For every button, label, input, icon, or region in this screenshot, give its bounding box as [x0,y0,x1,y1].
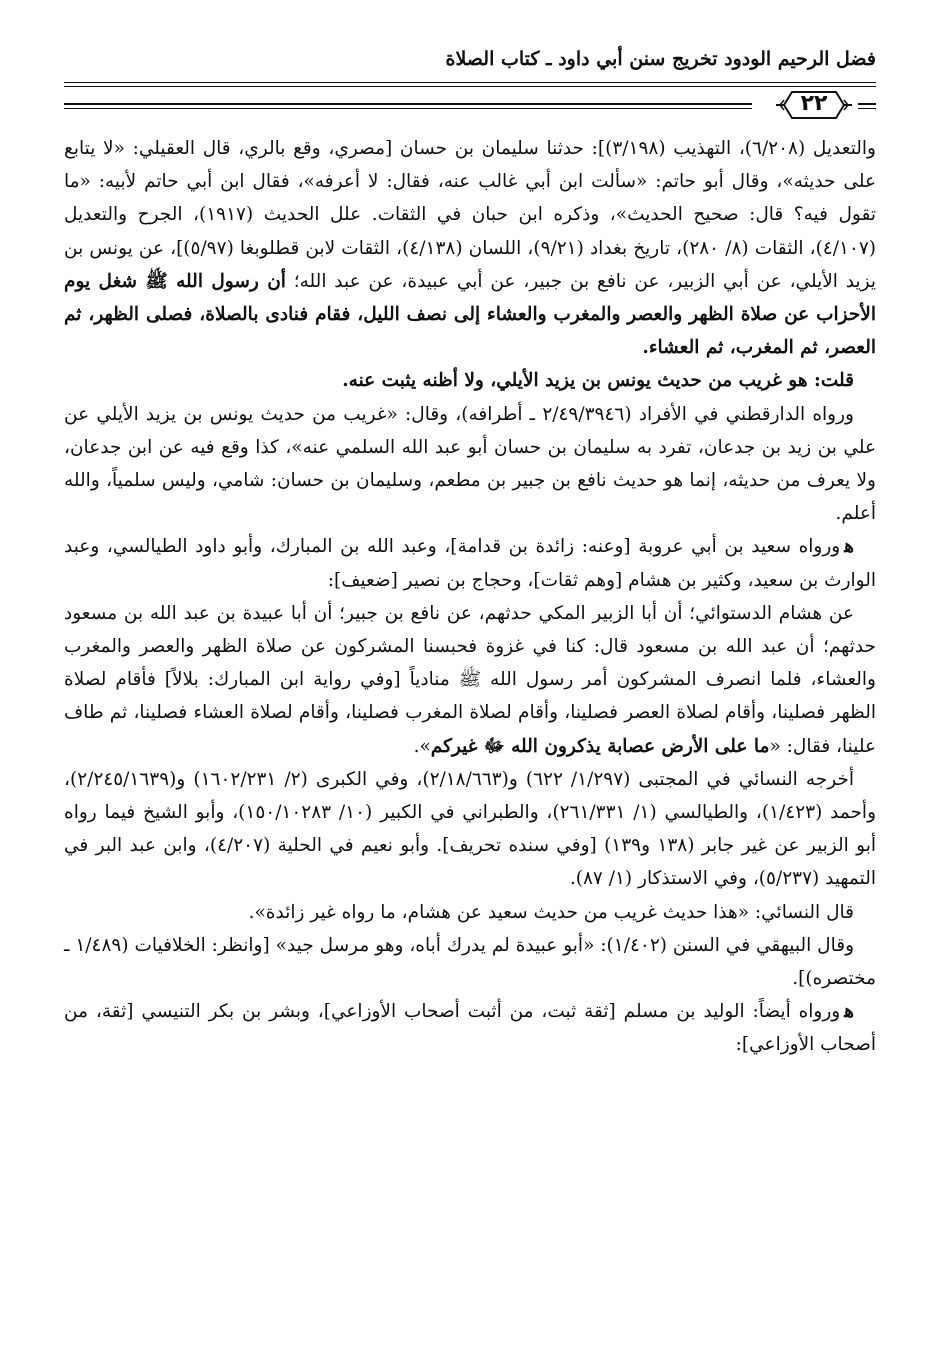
text-segment: ورواه أيضاً: الوليد بن مسلم [ثقة ثبت، من أثبت أصحاب الأوزاعي]، وبشر بن بكر التنيسي [ثقة، من أصحاب الأوزاعي]: [64,1001,876,1056]
text-segment: كنا في غزوة فحبسنا المشركون عن صلاة الظهر والعصر والمغرب والعشاء، فلما انصرف المشركون أمر رسول الله ﷺ منادياً [64,636,876,691]
text-segment: وقال البيهقي في السنن (١/٤٠٢): «أبو عبيدة لم يدرك أباه، وهو مرسل جيد» [وانظر: الخلافيات (١/٤٨٩ ـ مختصره)]. [64,934,876,990]
page-header [64,40,876,84]
text-segment: عن هشام الدستوائي؛ أن أبا الزبير المكي حدثهم، عن نافع بن جبير؛ أن أبا عبيدة بن عبد الله بن مسعود حدثهم؛ أن عبد الله بن مسعود قال: [64,602,876,658]
paragraph [64,132,876,364]
page-number-row [64,88,876,126]
section-marker-icon: ﻫ [844,1001,854,1023]
header-rule [64,82,876,87]
page-number-frame [774,88,854,122]
bold-text-segment: ما على الأرض عصابة يذكرون الله ﷻ غيركم [430,735,770,757]
text-segment: والتعديل (٦/٢٠٨)، التهذيب (٣/١٩٨)]: حدثنا سليمان بن حسان [مصري، وقع بالري، قال العقيلي: «لا يتابع على حديثه»، وقال أبو حاتم: «سألت ابن أبي غالب عنه، فقال: لا أعرفه»، فقال ابن أبي حاتم لأبيه: «ما تقول فيه؟ قال: صحيح الحديث»، وذكره ابن حبان في الثقات. علل الحديث (١٩١٧)، الجرح والتعديل (٤/١٠٧)، الثقات (٨/ ٢٨٠)، تاريخ بغداد (٩/٢١)، اللسان (٤/١٣٨)، الثقات لابن قطلوبغا (٥/٩٧)]، عن يونس بن يزيد الأيلي، عن أبي الزبير، عن نافع بن جبير، عن أبي عبيدة، عن عبد الله؛ [64,138,876,292]
text-segment: ». [413,735,431,757]
section-marker-icon: ﻫ [844,536,854,558]
ornamental-rule-right [858,103,876,109]
text-segment: قال النسائي: «هذا حديث غريب من حديث سعيد عن هشام، ما رواه غير زائدة». [248,901,854,923]
paragraph [64,995,876,1061]
page-number: ٢٢ [800,91,828,116]
text-segment: ورواه الدارقطني في الأفراد (٢/٤٩/٣٩٤٦ ـ أطرافه)، وقال: «غريب من حديث يونس بن يزيد الأيلي عن علي بن زيد بن جدعان، تفرد به سليمان بن حسان أبو عبد الله السلمي عنه»، كذا وقع فيه عن ابن جدعان، ولا يعرف من حديثه، إنما هو حديث نافع بن جبير بن مطعم، وسليمان بن حسان: شامي، وليس سلمياً، والله أعلم. [64,403,876,525]
paragraph [64,398,876,531]
text-segment: [وفي رواية ابن المبارك: بلالاً] فأقام لصلاة الظهر فصلينا، وأقام لصلاة العصر فصلينا، وأقام لصلاة المغرب فصلينا، وأقام لصلاة العشاء فصلينا، ثم طاف علينا، فقال: « [64,669,876,757]
ornamental-rule-left [64,103,752,109]
text-segment: أخرجه النسائي في المجتبى (١/٢٩٧/ ٦٢٢) و(٢/١٨/٦٦٣)، وفي الكبرى (٢/ ١٦٠٢/٢٣١) و(٢/٢٤٥/١٦٣٩)، وأحمد (١/٤٢٣)، والطيالسي (١/ ٢٦١/٣٣١)، والطبراني في الكبير (١٠/ ١٥٠/١٠٢٨٣)، وأبو الشيخ فيما رواه أبو الزبير عن غير جابر (١٣٨ و١٣٩) [وفي سنده تحريف]. وأبو نعيم في الحلية (٤/٢٠٧)، وابن عبد البر في التمهيد (٥/٢٣٧)، وفي الاستذكار (١/ ٨٧). [64,768,876,890]
paragraph [64,364,876,397]
paragraph [64,929,876,995]
paragraph [64,896,876,929]
bold-text-segment: أن رسول الله ﷺ شغل يوم الأحزاب عن صلاة الظهر والعصر والمغرب والعشاء إلى نصف الليل، فقام فنادى بالصلاة، فصلى الظهر، ثم العصر، ثم المغرب، ثم العشاء. [64,270,876,359]
paragraph [64,597,876,763]
paragraph [64,763,876,896]
body-text [64,132,876,1062]
paragraph [64,530,876,596]
book-page [64,40,876,1350]
running-title: فضل الرحيم الودود تخريج سنن أبي داود ـ كتاب الصلاة [445,48,876,70]
bold-text-segment: قلت: هو غريب من حديث يونس بن يزيد الأيلي، ولا أظنه يثبت عنه. [342,370,854,392]
text-segment: ورواه سعيد بن أبي عروبة [وعنه: زائدة بن قدامة]، وعبد الله بن المبارك، وأبو داود الطيالسي، وعبد الوارث بن سعيد، وكثير بن هشام [وهم ثقات]، وحجاج بن نصير [ضعيف]: [64,536,876,591]
